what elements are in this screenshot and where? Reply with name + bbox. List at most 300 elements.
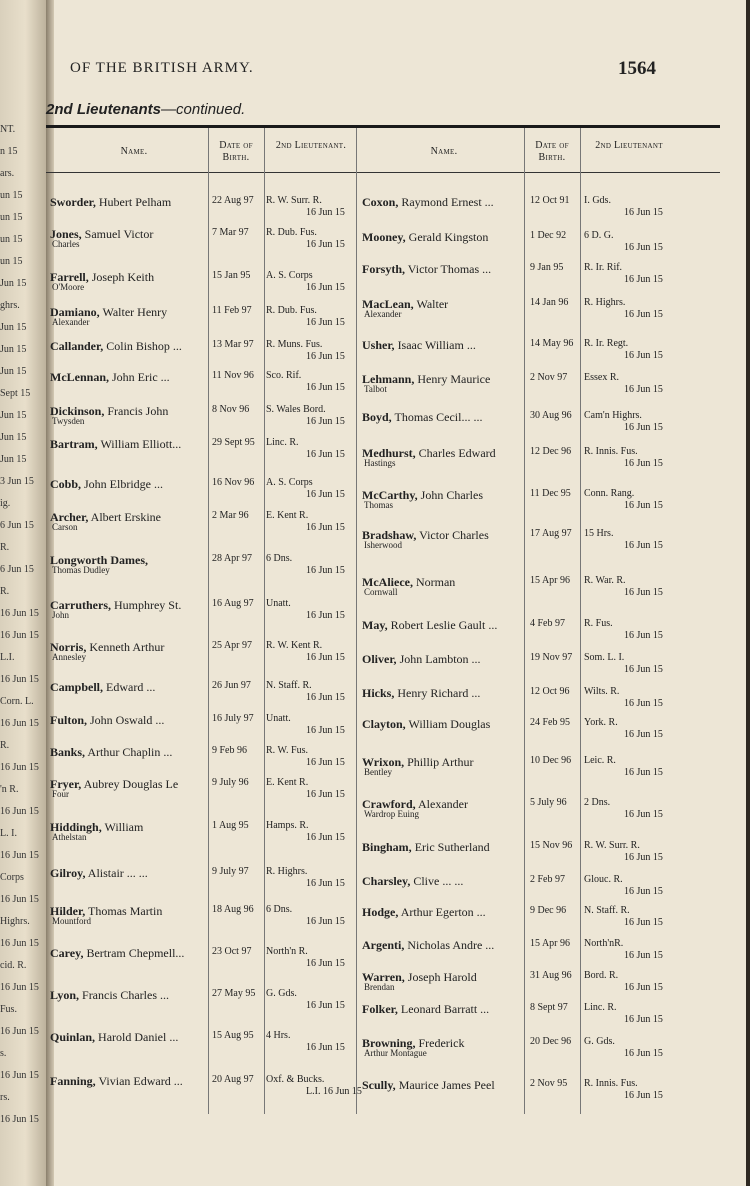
given-names: John Oswald ... <box>90 713 165 727</box>
regiment: R. W. Fus. <box>266 745 308 756</box>
entry-row <box>50 553 356 593</box>
officer-name <box>362 652 481 667</box>
given-names: Eric Sutherland <box>414 840 490 854</box>
commission-date: 16 Jun 15 <box>624 729 663 740</box>
birth-date: 15 Jan 95 <box>212 270 251 281</box>
entry-row <box>362 575 722 615</box>
officer-name <box>362 230 488 245</box>
regiment: Glouc. R. <box>584 874 623 885</box>
entry-row <box>50 1074 362 1114</box>
birth-date: 15 Apr 96 <box>530 575 570 586</box>
previous-page-fragment: ig. <box>0 498 11 509</box>
surname: Farrell, <box>50 270 89 284</box>
given-names: Isaac William ... <box>397 338 476 352</box>
column-header-lieutenant-left: 2nd Lieutenant. <box>275 140 347 151</box>
previous-page-fragment: NT. <box>0 124 16 135</box>
given-names: Arthur Egerton ... <box>400 905 486 919</box>
officer-name <box>362 410 482 425</box>
surname: Dickinson, <box>50 404 105 418</box>
entry-row <box>362 1078 722 1118</box>
given-names-continued: Brendan <box>364 982 395 992</box>
previous-page-fragment: Jun 15 <box>0 454 27 465</box>
entry-row <box>50 598 356 638</box>
surname: McCarthy, <box>362 488 418 502</box>
given-names: Frederick <box>418 1036 465 1050</box>
surname: Clayton, <box>362 717 406 731</box>
previous-page-fragment: 'n R. <box>0 784 19 795</box>
birth-date: 30 Aug 96 <box>530 410 572 421</box>
officer-name <box>50 339 182 354</box>
previous-page-fragment: Sept 15 <box>0 388 31 399</box>
entry-row <box>362 488 722 528</box>
column-divider <box>356 128 357 1114</box>
given-names: Francis Charles ... <box>82 988 169 1002</box>
previous-page-fragment: 16 Jun 15 <box>0 938 39 949</box>
given-names: John Eric ... <box>112 370 170 384</box>
given-names: Norman <box>415 575 456 589</box>
given-names: Thomas Cecil... ... <box>394 410 483 424</box>
entry-row <box>362 1036 722 1076</box>
given-names: Bertram Chepmell... <box>86 946 185 960</box>
regiment: R. Muns. Fus. <box>266 339 323 350</box>
commission-date: 16 Jun 15 <box>306 789 345 800</box>
given-names: Francis John <box>107 404 169 418</box>
given-names: Nicholas Andre ... <box>407 938 495 952</box>
entry-row <box>362 195 722 235</box>
given-names: Edward ... <box>106 680 156 694</box>
officer-name <box>362 1078 495 1093</box>
given-names: Arthur Chaplin ... <box>87 745 173 759</box>
commission-date: 16 Jun 15 <box>306 565 345 576</box>
previous-page-fragment: Corn. L. <box>0 696 34 707</box>
birth-date: 18 Aug 96 <box>212 904 254 915</box>
birth-date: 15 Aug 95 <box>212 1030 254 1041</box>
previous-page-fragment: Highrs. <box>0 916 30 927</box>
commission-date: 16 Jun 15 <box>306 610 345 621</box>
birth-date: 27 May 95 <box>212 988 256 999</box>
surname: Fulton, <box>50 713 88 727</box>
officer-name <box>50 370 170 385</box>
officer-name <box>362 717 490 732</box>
regiment: G. Gds. <box>584 1036 615 1047</box>
previous-page-fragment: 16 Jun 15 <box>0 608 39 619</box>
commission-date: 16 Jun 15 <box>306 239 345 250</box>
birth-date: 24 Feb 95 <box>530 717 570 728</box>
birth-date: 2 Mar 96 <box>212 510 249 521</box>
previous-page-fragment: 16 Jun 15 <box>0 894 39 905</box>
entry-row <box>50 988 356 1028</box>
previous-page-fragment: Jun 15 <box>0 322 27 333</box>
regiment: Conn. Rang. <box>584 488 635 499</box>
given-names: Clive ... ... <box>413 874 464 888</box>
surname: Carruthers, <box>50 598 111 612</box>
previous-page-fragment: R. <box>0 586 10 597</box>
given-names-continued: Four <box>52 789 70 799</box>
column-header-birth-right: Date of Birth. <box>535 140 569 163</box>
regiment: A. S. Corps <box>266 270 313 281</box>
commission-date: 16 Jun 15 <box>306 489 345 500</box>
previous-page-fragment: 16 Jun 15 <box>0 1070 39 1081</box>
commission-date: 16 Jun 15 <box>624 242 663 253</box>
given-names-continued: Bentley <box>364 767 392 777</box>
officer-name <box>362 338 476 353</box>
section-title-main: 2nd Lieutenants <box>46 101 162 118</box>
commission-date: 16 Jun 15 <box>306 1042 345 1053</box>
birth-date: 12 Dec 96 <box>530 446 572 457</box>
commission-date: 16 Jun 15 <box>624 458 663 469</box>
surname: Oliver, <box>362 652 397 666</box>
regiment: E. Kent R. <box>266 510 309 521</box>
surname: Argenti, <box>362 938 405 952</box>
entry-row <box>50 270 356 310</box>
surname: Bingham, <box>362 840 412 854</box>
commission-date: 16 Jun 15 <box>624 1014 663 1025</box>
given-names-continued: Wardrop Euing <box>364 809 420 819</box>
surname: Callander, <box>50 339 104 353</box>
previous-page-edge <box>0 0 46 1186</box>
surname: Charsley, <box>362 874 411 888</box>
previous-page-fragment: 16 Jun 15 <box>0 1026 39 1037</box>
previous-page-fragment: 16 Jun 15 <box>0 850 39 861</box>
previous-page-fragment: un 15 <box>0 234 23 245</box>
birth-date: 8 Sept 97 <box>530 1002 568 1013</box>
regiment: 6 Dns. <box>266 553 293 564</box>
regiment: R. Ir. Rif. <box>584 262 623 273</box>
commission-date: 16 Jun 15 <box>624 982 663 993</box>
birth-date: 10 Dec 96 <box>530 755 572 766</box>
given-names: Colin Bishop ... <box>106 339 182 353</box>
entry-row <box>50 437 356 477</box>
officer-name <box>362 840 490 855</box>
given-names: Joseph Keith <box>91 270 155 284</box>
regiment: R. War. R. <box>584 575 626 586</box>
birth-date: 14 Jan 96 <box>530 297 569 308</box>
commission-date: 16 Jun 15 <box>306 382 345 393</box>
regiment: Essex R. <box>584 372 619 383</box>
given-names: Victor Charles <box>419 528 489 542</box>
regiment: S. Wales Bord. <box>266 404 326 415</box>
previous-page-fragment: R. <box>0 740 10 751</box>
given-names: Walter Henry <box>102 305 168 319</box>
commission-date: 16 Jun 15 <box>624 384 663 395</box>
regiment: R. Innis. Fus. <box>584 1078 638 1089</box>
previous-page-fragment: L.I. <box>0 652 15 663</box>
previous-page-fragment: cid. R. <box>0 960 27 971</box>
regiment: Linc. R. <box>266 437 299 448</box>
given-names: Alistair ... ... <box>87 866 148 880</box>
regiment: 6 Dns. <box>266 904 293 915</box>
birth-date: 9 Jan 95 <box>530 262 564 273</box>
previous-page-fragment: R. <box>0 542 10 553</box>
surname: Banks, <box>50 745 86 759</box>
birth-date: 8 Nov 96 <box>212 404 250 415</box>
regiment: R. W. Surr. R. <box>266 195 322 206</box>
given-names: Alexander <box>418 797 468 811</box>
birth-date: 4 Feb 97 <box>530 618 565 629</box>
birth-date: 11 Feb 97 <box>212 305 252 316</box>
previous-page-fragment: 16 Jun 15 <box>0 630 39 641</box>
previous-page-fragment: 16 Jun 15 <box>0 674 39 685</box>
commission-date: 16 Jun 15 <box>306 282 345 293</box>
entry-row <box>50 640 356 680</box>
previous-page-fragment: 3 Jun 15 <box>0 476 34 487</box>
entry-row <box>50 510 356 550</box>
surname: McAliece, <box>362 575 413 589</box>
birth-date: 23 Oct 97 <box>212 946 252 957</box>
officer-name <box>362 1002 489 1017</box>
entry-row <box>362 297 722 337</box>
given-names: Albert Erskine <box>90 510 161 524</box>
officer-name <box>50 988 169 1003</box>
given-names-continued: Alexander <box>364 309 402 319</box>
regiment: R. W. Surr. R. <box>584 840 640 851</box>
given-names: Maurice James Peel <box>398 1078 495 1092</box>
birth-date: 7 Mar 97 <box>212 227 249 238</box>
previous-page-fragment: 16 Jun 15 <box>0 718 39 729</box>
commission-date: 16 Jun 15 <box>624 664 663 675</box>
regiment: R. W. Kent R. <box>266 640 323 651</box>
birth-date: 31 Aug 96 <box>530 970 572 981</box>
given-names-continued: Cornwall <box>364 587 398 597</box>
officer-name <box>50 866 148 881</box>
previous-page-fragment: Jun 15 <box>0 278 27 289</box>
regiment: Leic. R. <box>584 755 616 766</box>
surname: Longworth Dames, <box>50 553 148 567</box>
birth-date: 1 Aug 95 <box>212 820 249 831</box>
birth-date: 9 Dec 96 <box>530 905 567 916</box>
commission-date: 16 Jun 15 <box>624 309 663 320</box>
entry-row <box>362 717 722 757</box>
birth-date: 11 Nov 96 <box>212 370 254 381</box>
previous-page-fragment: Jun 15 <box>0 410 27 421</box>
birth-date: 9 July 96 <box>212 777 249 788</box>
entry-row <box>50 866 356 906</box>
given-names: Henry Richard ... <box>397 686 481 700</box>
commission-date: 16 Jun 15 <box>306 916 345 927</box>
officer-name <box>50 745 172 760</box>
given-names-continued: Thomas <box>364 500 393 510</box>
given-names: William Elliott... <box>100 437 182 451</box>
running-header: OF THE BRITISH ARMY. <box>70 60 254 76</box>
regiment: Oxf. & Bucks. <box>266 1074 325 1085</box>
officer-name <box>50 1030 178 1045</box>
birth-date: 12 Oct 91 <box>530 195 570 206</box>
birth-date: 2 Nov 97 <box>530 372 568 383</box>
surname: Browning, <box>362 1036 416 1050</box>
birth-date: 20 Dec 96 <box>530 1036 572 1047</box>
entry-row <box>362 372 722 412</box>
officer-name <box>50 946 184 961</box>
officer-name <box>362 262 491 277</box>
commission-date: 16 Jun 15 <box>624 698 663 709</box>
regiment: G. Gds. <box>266 988 297 999</box>
surname: McLennan, <box>50 370 110 384</box>
commission-date: 16 Jun 15 <box>306 832 345 843</box>
surname: Bartram, <box>50 437 98 451</box>
regiment: 6 D. G. <box>584 230 614 241</box>
commission-date: 16 Jun 15 <box>624 540 663 551</box>
birth-date: 28 Apr 97 <box>212 553 252 564</box>
previous-page-fragment: ars. <box>0 168 15 179</box>
surname: Hiddingh, <box>50 820 102 834</box>
regiment: North'nR. <box>584 938 624 949</box>
given-names: Kenneth Arthur <box>89 640 165 654</box>
surname: Sworder, <box>50 195 96 209</box>
given-names: Leonard Barratt ... <box>400 1002 490 1016</box>
given-names: John Lambton ... <box>399 652 481 666</box>
surname: Medhurst, <box>362 446 416 460</box>
surname: Quinlan, <box>50 1030 96 1044</box>
regiment: R. Ir. Regt. <box>584 338 629 349</box>
entry-row <box>362 262 722 302</box>
previous-page-fragment: L. I. <box>0 828 17 839</box>
birth-date: 29 Sept 95 <box>212 437 255 448</box>
previous-page-fragment: 6 Jun 15 <box>0 564 34 575</box>
previous-page-fragment: n 15 <box>0 146 18 157</box>
birth-date: 25 Apr 97 <box>212 640 252 651</box>
previous-page-fragment: 16 Jun 15 <box>0 762 39 773</box>
surname: MacLean, <box>362 297 414 311</box>
surname: Hicks, <box>362 686 395 700</box>
officer-name <box>362 195 494 210</box>
surname: Usher, <box>362 338 395 352</box>
commission-date: 16 Jun 15 <box>306 878 345 889</box>
commission-date: 16 Jun 15 <box>624 886 663 897</box>
given-names: Vivian Edward ... <box>98 1074 183 1088</box>
page-number: 1564 <box>618 58 656 79</box>
regiment: 2 Dns. <box>584 797 611 808</box>
given-names-continued: O'Moore <box>52 282 85 292</box>
entry-row <box>362 410 722 450</box>
given-names: Humphrey St. <box>113 598 182 612</box>
surname: Forsyth, <box>362 262 405 276</box>
regiment: Wilts. R. <box>584 686 620 697</box>
commission-date: 16 Jun 15 <box>624 500 663 511</box>
birth-date: 19 Nov 97 <box>530 652 573 663</box>
officer-name <box>362 905 486 920</box>
birth-date: 1 Dec 92 <box>530 230 567 241</box>
birth-date: 20 Aug 97 <box>212 1074 254 1085</box>
previous-page-fragment: Jun 15 <box>0 432 27 443</box>
birth-date: 2 Feb 97 <box>530 874 565 885</box>
given-names-continued: Twysden <box>52 416 85 426</box>
surname: Damiano, <box>50 305 100 319</box>
birth-date: 26 Jun 97 <box>212 680 251 691</box>
birth-date: 2 Nov 95 <box>530 1078 568 1089</box>
surname: Fryer, <box>50 777 82 791</box>
birth-date: 15 Apr 96 <box>530 938 570 949</box>
commission-date: 16 Jun 15 <box>306 652 345 663</box>
officer-name <box>362 938 494 953</box>
surname: Gilroy, <box>50 866 86 880</box>
given-names: John Elbridge ... <box>84 477 164 491</box>
given-names-continued: Athelstan <box>52 832 87 842</box>
given-names: Hubert Pelham <box>98 195 172 209</box>
given-names-continued: Thomas Dudley <box>52 565 110 575</box>
surname: Norris, <box>50 640 87 654</box>
previous-page-fragment: Corps <box>0 872 24 883</box>
commission-date: 16 Jun 15 <box>624 587 663 598</box>
birth-date: 9 July 97 <box>212 866 249 877</box>
given-names: Victor Thomas ... <box>407 262 492 276</box>
surname: Scully, <box>362 1078 396 1092</box>
surname: Lehmann, <box>362 372 415 386</box>
regiment: Som. L. I. <box>584 652 625 663</box>
previous-page-fragment: ghrs. <box>0 300 20 311</box>
given-names-continued: Hastings <box>364 458 396 468</box>
given-names: William <box>104 820 144 834</box>
column-header-lieutenant-right: 2nd Lieutenant <box>595 140 663 151</box>
commission-date: 16 Jun 15 <box>306 416 345 427</box>
regiment: R. Innis. Fus. <box>584 446 638 457</box>
regiment: 15 Hrs. <box>584 528 614 539</box>
entry-row <box>50 777 356 817</box>
commission-date: 16 Jun 15 <box>624 350 663 361</box>
regiment: Bord. R. <box>584 970 619 981</box>
officer-name <box>50 437 181 452</box>
given-names: Samuel Victor <box>84 227 154 241</box>
birth-date: 9 Feb 96 <box>212 745 247 756</box>
surname: Hodge, <box>362 905 399 919</box>
officer-name <box>50 713 164 728</box>
officer-name <box>50 777 178 792</box>
previous-page-fragment: Jun 15 <box>0 366 27 377</box>
given-names: Charles Edward <box>418 446 496 460</box>
given-names: Harold Daniel ... <box>98 1030 179 1044</box>
commission-date: L.I. 16 Jun 15 <box>306 1086 362 1097</box>
given-names-continued: Arthur Montague <box>364 1048 427 1058</box>
surname: Campbell, <box>50 680 104 694</box>
given-names-continued: Talbot <box>364 384 387 394</box>
entry-row <box>362 446 722 486</box>
officer-name <box>362 686 480 701</box>
previous-page-fragment: un 15 <box>0 190 23 201</box>
surname: Cobb, <box>50 477 82 491</box>
regiment: R. Fus. <box>584 618 613 629</box>
given-names: Walter <box>416 297 449 311</box>
surname: Hilder, <box>50 904 86 918</box>
previous-page-fragment: 16 Jun 15 <box>0 1114 39 1125</box>
regiment: Hamps. R. <box>266 820 309 831</box>
commission-date: 16 Jun 15 <box>624 207 663 218</box>
commission-date: 16 Jun 15 <box>624 630 663 641</box>
commission-date: 16 Jun 15 <box>306 449 345 460</box>
birth-date: 5 July 96 <box>530 797 567 808</box>
regiment: I. Gds. <box>584 195 611 206</box>
section-title-suffix: —continued. <box>161 101 246 118</box>
regiment: 4 Hrs. <box>266 1030 291 1041</box>
given-names: Henry Maurice <box>417 372 491 386</box>
officer-name <box>50 477 163 492</box>
surname: Coxon, <box>362 195 399 209</box>
previous-page-fragment: rs. <box>0 1092 10 1103</box>
commission-date: 16 Jun 15 <box>306 351 345 362</box>
given-names-continued: Annesley <box>52 652 86 662</box>
regiment: E. Kent R. <box>266 777 309 788</box>
section-title <box>46 101 245 118</box>
officer-name <box>50 1074 183 1089</box>
surname: Archer, <box>50 510 89 524</box>
commission-date: 16 Jun 15 <box>624 917 663 928</box>
regiment: York. R. <box>584 717 618 728</box>
officer-name <box>50 195 171 210</box>
entry-row <box>50 904 356 944</box>
surname: Boyd, <box>362 410 392 424</box>
birth-date: 15 Nov 96 <box>530 840 573 851</box>
commission-date: 16 Jun 15 <box>306 725 345 736</box>
surname: Fanning, <box>50 1074 96 1088</box>
given-names-continued: Isherwood <box>364 540 402 550</box>
